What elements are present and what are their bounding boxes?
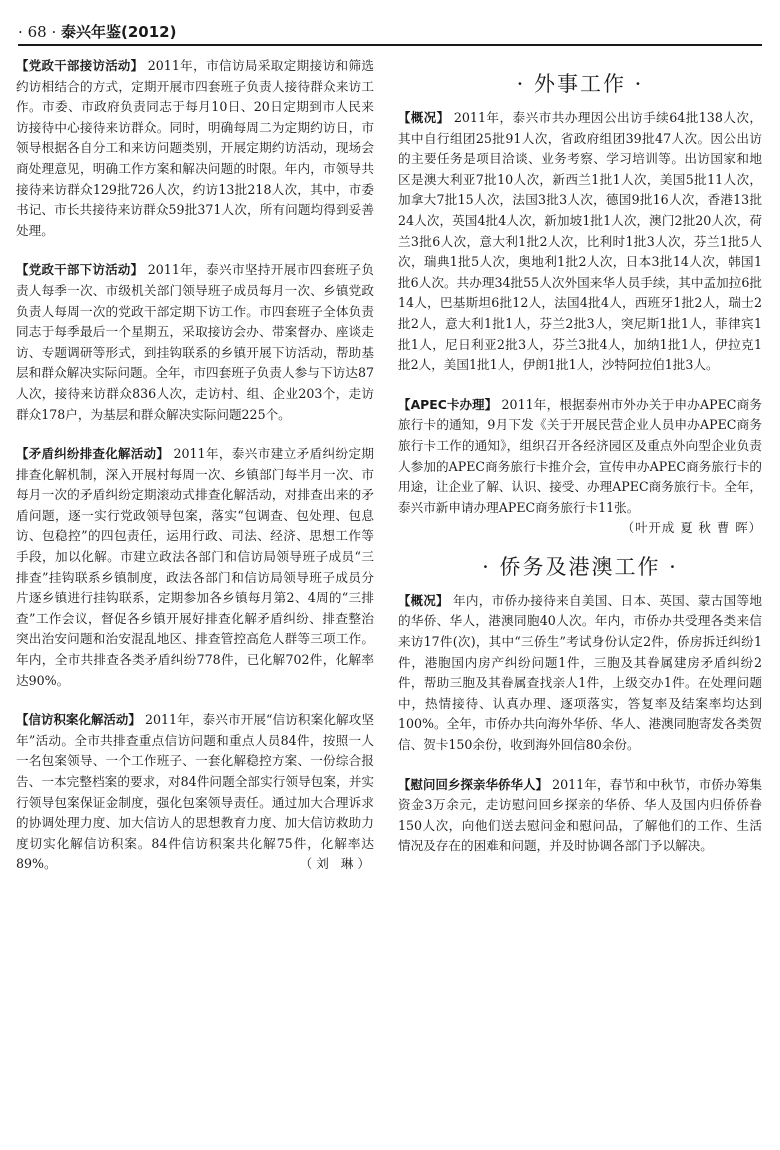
article-paragraph (16, 260, 374, 425)
article-heading: 【APEC卡办理】 (398, 396, 498, 412)
author-signature: （叶开成 夏 秋 曹 晖） (621, 520, 762, 536)
article-body: 2011年，泰兴市共办理因公出访手续64批138人次，其中自行组团25批91人次，省政府组团39批47人次。因公出访的主要任务是项目洽谈、业务考察、学习培训等。出访国家和地区是澳大利亚7批10人次，新西兰1批1人次，美国5批11人次，加拿大7批15人次，法国3批3人次，德国9批16人次，香港13批24人次，英国4批4人次，新加坡1批1人次，澳门2批20人次，荷兰3批6人次，意大利1批2人次，比利时1批3人次，芬兰1批5人次，瑞典1批5人次，奥地利1批2人次，日本3批14人次，韩国1批6人次。共办理34批55人次外国来华人员手续，其中孟加拉6批14人，巴基斯坦6批12人，法国4批4人，西班牙1批2人，瑞士2批2人，意大利1批1人，芬兰2批3人，突尼斯1批1人，菲律宾1批1人，尼日利亚2批3人，芬兰3批4人，加纳1批1人，伊拉克1批2人，美国1批1人，伊朗1批1人，沙特阿拉伯1批3人。 (398, 110, 763, 373)
book-title: 泰兴年鉴(2012) (61, 23, 177, 41)
article-paragraph (398, 108, 762, 376)
article-body: 年内，市侨办接待来自美国、日本、英国、蒙古国等地的华侨、华人，港澳同胞40人次。年内，市侨办共受理各类来信来访17件(次)，其中“三侨生”考试身份认定2件，侨房拆迁纠纷1件，港胞国内房产纠纷问题1件，三胞及其眷属建房矛盾纠纷2件，帮助三胞及其眷属查找亲人1件，上级交办1件。在处理问题中，热情接待、认真办理、逐项落实，答复率及结案率均达到100%。全年，市侨办共向海外华侨、华人、港澳同胞寄发各类贺信、贺卡150余份，收到海外回信80余份。 (398, 592, 762, 753)
article-body: 2011年，泰兴市开展“信访积案化解攻坚年”活动。全市共排查重点信访问题和重点人员84件，按照一人一名包案领导、一个工作班子、一套化解稳控方案、一份综合报告、一本完整档案的要求，对84件问题全部实行领导包案，并实行领导包案保证金制度，强化包案领导责任。通过加大合理诉求的协调处理力度、加大信访人的思想教育力度、加大信访救助力度切实化解信访积案。84件信访积案共化解75件，化解率达89%。 (16, 712, 374, 872)
page-header (18, 18, 762, 46)
article-paragraph (398, 395, 762, 519)
article-body: 2011年，市信访局采取定期接访和筛选约访相结合的方式，定期开展市四套班子负责人接待群众来访工作。市委、市政府负责同志于每月10日、20日定期到市人民来访接待中心接待来访群众。同时，明确每周二为定期约访日，市领导根据各自分工和来访问题类别，开展定期约访活动，现场会商处理意见，明确工作方案和解决问题的时限。年内，市领导共接待来访群众129批726人次，约访13批218人次，其中，市委书记、市长共接待来访群众59批371人次，所有问题均得到妥善处理。 (16, 58, 374, 238)
article-body: 2011年，根据泰州市外办关于申办APEC商务旅行卡的通知，9月下发《关于开展民营企业人员申办APEC商务旅行卡工作的通知》，组织召开各经济园区及重点外向型企业负责人参加的APEC商务旅行卡推介会，宣传申办APEC商务旅行卡的用途，让企业了解、认识、接受、办理APEC商务旅行卡。全年，泰兴市新申请办理APEC商务旅行卡11张。 (398, 396, 762, 515)
article-heading: 【概况】 (398, 592, 449, 608)
article-body: 2011年，泰兴市建立矛盾纠纷定期排查化解机制，深入开展村每周一次、乡镇部门每半月一次、市每月一次的矛盾纠纷定期滚动式排查化解活动，对排查出来的矛盾问题，逐一实行党政领导包案，落实“包调查、包处理、包息访、包稳控”的四包责任，运用行政、司法、经济、思想工作等手段，加以化解。市建立政法各部门和信访局领导班子成员“三排查”挂钩联系乡镇制度，政法各部门和信访局领导班子成员分片逐乡镇进行挂钩联系，定期参加各乡镇每月第2、4周的“三排查”工作会议，督促各乡镇开展好排查化解矛盾纠纷、排查整治突出治安问题和治安混乱地区、排查管控高危人群等三项工作。年内，全市共排查各类矛盾纠纷778件，已化解702件，化解率达90%。 (16, 446, 374, 688)
article-paragraph (16, 710, 374, 875)
article-paragraph (398, 775, 762, 857)
article-paragraph (398, 591, 762, 756)
page-dot: · (51, 23, 57, 41)
page-number: 68 (27, 23, 47, 41)
article-body: 2011年，泰兴市坚持开展市四套班子负责人每季一次、市级机关部门领导班子成员每月一次、乡镇党政负责人每周一次的党政干部定期下访工作。市四套班子全体负责同志于每季最后一个星期五，采取接访会办、带案督办、座谈走访、专题调研等形式，到挂钩联系的乡镇开展下访活动，帮助基层和群众解决实际问题。全年，市四套班子负责人参与下访达87人次，接待来访群众836人次，走访村、组、企业203个，走访群众178户，为基层和群众解决实际问题225个。 (16, 262, 374, 422)
article-heading: 【概况】 (398, 110, 450, 125)
article-heading: 【党政干部接访活动】 (16, 58, 144, 73)
author-signature: （刘 琳） (299, 856, 374, 872)
article-body: 2011年，春节和中秋节，市侨办筹集资金3万余元，走访慰问回乡探亲的华侨、华人及国内归侨侨眷150人次，向他们送去慰问金和慰问品，了解他们的工作、生活情况及存在的困难和问题，并及时协调各部门予以解决。 (398, 776, 762, 854)
section-title: · 侨务及港澳工作 · (482, 554, 678, 579)
article-paragraph (16, 56, 374, 241)
article-heading: 【矛盾纠纷排查化解活动】 (16, 446, 170, 462)
page-dot: · (18, 23, 23, 41)
left-column (16, 56, 374, 875)
right-column (398, 56, 762, 857)
article-heading: 【信访积案化解活动】 (16, 712, 141, 728)
article-paragraph (16, 444, 374, 691)
section-title: · 外事工作 · (516, 72, 644, 96)
article-heading: 【慰问回乡探亲华侨华人】 (398, 776, 548, 792)
article-heading: 【党政干部下访活动】 (16, 262, 144, 278)
